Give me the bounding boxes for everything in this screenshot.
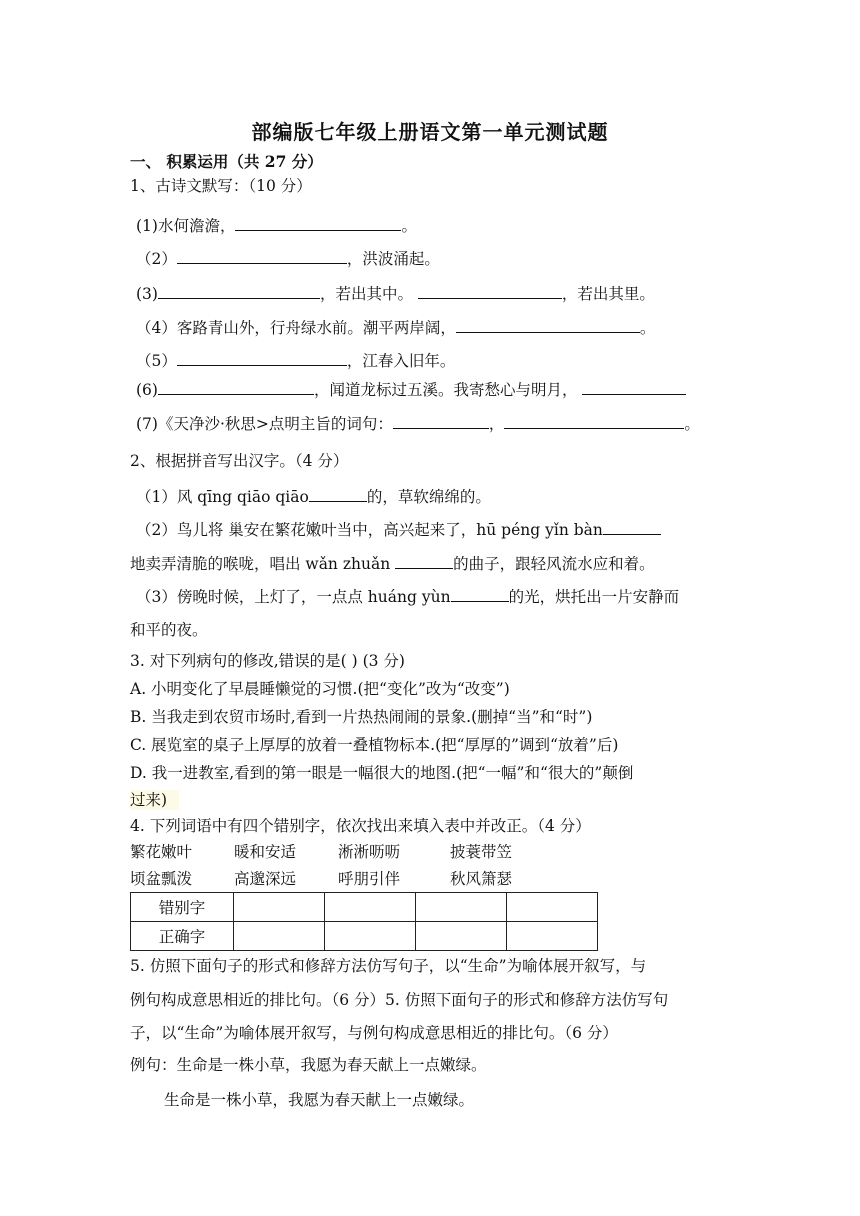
q1-line-2 (136, 247, 440, 269)
q5-line-2: 例句构成意思相近的排比句。（6 分）5. 仿照下面句子的形式和修辞方法仿写句 (130, 991, 669, 1009)
answer-blank[interactable] (158, 282, 320, 299)
q5-example-repeat: 生命是一株小草，我愿为春天献上一点嫩绿。 (164, 1091, 475, 1109)
table-row (131, 922, 598, 951)
q3-option-a: A. 小明变化了早晨睡懒觉的习惯.(把“变化”改为“改变”) (130, 680, 510, 698)
q1-line-3 (136, 282, 655, 304)
q3-option-c: C. 展览室的桌子上厚厚的放着一叠植物标本.(把“厚厚的”调到“放着”后) (130, 736, 619, 754)
table-cell[interactable] (507, 893, 598, 922)
answer-blank[interactable] (451, 585, 509, 602)
answer-table (130, 892, 598, 951)
word-item: 秋风箫瑟 (450, 870, 513, 888)
q1-line-5 (136, 349, 455, 371)
table-cell[interactable] (416, 922, 507, 951)
q2-text: （1）风 qīng qiāo qiāo (136, 488, 309, 506)
answer-blank[interactable] (456, 316, 640, 333)
q2-line-5: 和平的夜。 (130, 621, 208, 639)
q2-line-1 (136, 485, 491, 507)
table-cell[interactable] (325, 922, 416, 951)
word-item: 繁花嫩叶 (130, 843, 193, 861)
q1-text: （2） (136, 250, 177, 268)
table-cell[interactable] (234, 922, 325, 951)
q1-text: (1)水何澹澹， (136, 217, 236, 235)
q1-text: （4）客路青山外，行舟绿水前。潮平两岸阔， (136, 319, 456, 337)
q4-word-row-2 (130, 869, 512, 889)
q1-text: 。 (684, 415, 700, 433)
answer-blank[interactable] (418, 282, 562, 299)
table-header-correct: 正确字 (131, 922, 234, 951)
q5-line-1: 5. 仿照下面句子的形式和修辞方法仿写句子，以“生命”为喻体展开叙写，与 (130, 957, 647, 975)
table-cell[interactable] (507, 922, 598, 951)
q2-text: 的，草软绵绵的。 (366, 488, 491, 506)
answer-blank[interactable] (603, 518, 661, 535)
q2-line-2 (136, 518, 661, 540)
q1-line-1 (136, 214, 417, 236)
q1-text: ，闻道龙标过五溪。我寄愁心与明月， (313, 381, 578, 399)
q3-option-d-cont: 过来) (130, 790, 179, 810)
answer-blank[interactable] (177, 247, 347, 264)
answer-blank[interactable] (582, 378, 686, 395)
q1-text: (3) (136, 285, 158, 303)
answer-blank[interactable] (309, 485, 367, 502)
q1-text: （5） (136, 352, 177, 370)
answer-blank[interactable] (177, 349, 347, 366)
q1-line-7 (136, 412, 700, 434)
q4-heading: 4. 下列词语中有四个错别字，依次找出来填入表中并改正。（4 分） (130, 817, 591, 835)
word-item: 淅淅呖呖 (338, 843, 401, 861)
q5-line-3: 子，以“生命”为喻体展开叙写，与例句构成意思相近的排比句。（6 分） (130, 1024, 618, 1042)
q1-text: ，若出其中。 (319, 285, 413, 303)
answer-blank[interactable] (393, 412, 489, 429)
q1-text: (6) (136, 381, 158, 399)
table-row (131, 893, 598, 922)
table-cell[interactable] (325, 893, 416, 922)
q1-line-6 (136, 378, 686, 400)
q1-line-4 (136, 316, 655, 338)
q2-text: （2）鸟儿将 巢安在繁花嫩叶当中，高兴起来了，hū péng yǐn bàn (136, 521, 603, 539)
answer-blank[interactable] (395, 552, 453, 569)
q2-text: （3）傍晚时候，上灯了，一点点 huáng yùn (136, 588, 451, 606)
q1-text: ， (488, 415, 505, 433)
table-header-wrong: 错别字 (131, 893, 234, 922)
word-item: 呼朋引伴 (338, 870, 401, 888)
word-item: 高邈深远 (234, 870, 297, 888)
answer-blank[interactable] (504, 412, 684, 429)
q1-text: ，若出其里。 (561, 285, 655, 303)
q2-text: 的曲子，跟轻风流水应和着。 (453, 555, 655, 573)
q3-option-d: D. 我一进教室,看到的第一眼是一幅很大的地图.(把“一幅”和“很大的”颠倒 (130, 764, 634, 782)
section-heading: 一、 积累运用（共 27 分） (130, 152, 323, 171)
q2-line-3 (130, 552, 655, 574)
page-title: 部编版七年级上册语文第一单元测试题 (251, 120, 609, 144)
word-item: 暖和安适 (234, 843, 297, 861)
word-item: 顷盆瓢泼 (130, 870, 193, 888)
q1-text: ，洪波涌起。 (346, 250, 440, 268)
q1-text: 。 (401, 217, 417, 235)
answer-blank[interactable] (158, 378, 314, 395)
table-cell[interactable] (416, 893, 507, 922)
q1-heading: 1、古诗文默写：（10 分） (130, 177, 312, 195)
q4-word-row-1 (130, 842, 512, 862)
q2-line-4 (136, 585, 679, 607)
answer-blank[interactable] (235, 214, 401, 231)
q2-heading: 2、根据拼音写出汉字。（4 分） (130, 452, 349, 470)
q3-heading: 3. 对下列病句的修改,错误的是( ) (3 分) (130, 652, 405, 670)
q5-example: 例句：生命是一株小草，我愿为春天献上一点嫩绿。 (130, 1056, 487, 1074)
q3-option-b: B. 当我走到农贸市场时,看到一片热热闹闹的景象.(删掉“当”和“时”) (130, 708, 593, 726)
q2-text: 的光，烘托出一片安静而 (508, 588, 680, 606)
q1-text: (7)《天净沙·秋思>点明主旨的词句： (136, 415, 393, 433)
q2-text: 地卖弄清脆的喉咙，唱出 wǎn zhuǎn (130, 555, 396, 573)
q1-text: ，江春入旧年。 (346, 352, 456, 370)
word-item: 披蓑带笠 (450, 843, 513, 861)
table-cell[interactable] (234, 893, 325, 922)
q1-text: 。 (639, 319, 656, 337)
